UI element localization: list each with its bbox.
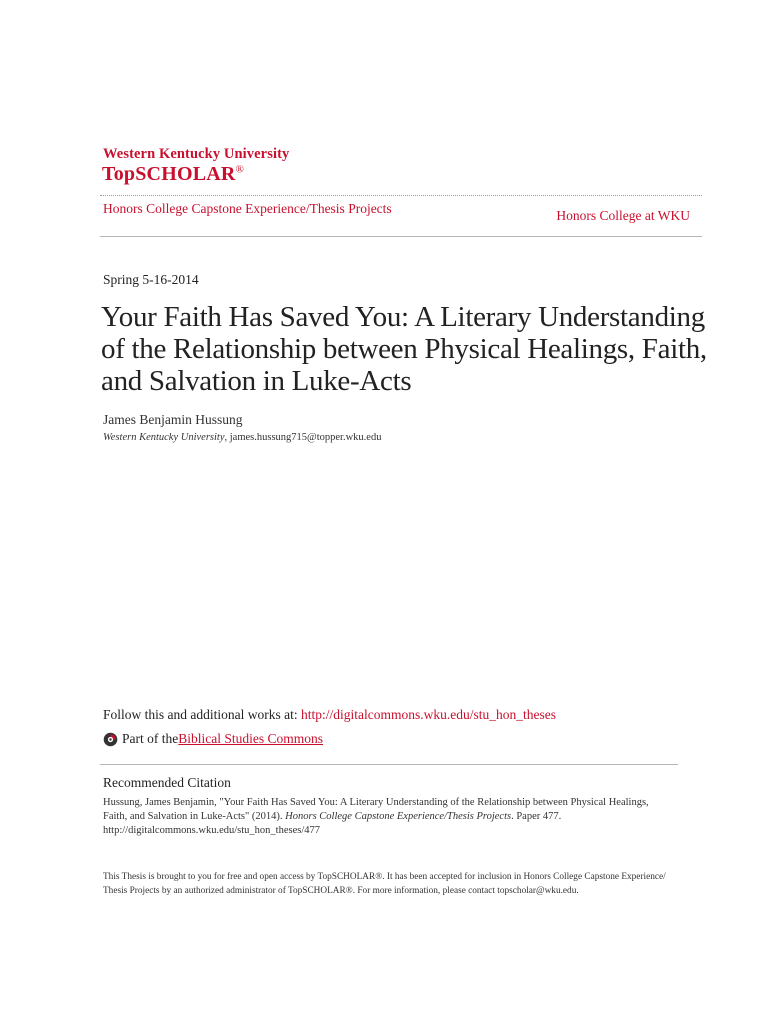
repository-label: TopSCHOLAR: [102, 163, 236, 185]
access-note-line-1: This Thesis is brought to you for free and open access by TopSCHOLAR®. It has been accepted for inclusion in Honors College Capstone Experience/: [103, 872, 666, 882]
citation-series: Honors College Capstone Experience/Thesis Projects: [285, 811, 512, 822]
author-name: James Benjamin Hussung: [103, 412, 243, 427]
department-link[interactable]: Honors College at WKU: [556, 208, 690, 223]
affiliation-email: , james.hussung715@topper.wku.edu: [224, 432, 382, 443]
follow-line: [103, 707, 556, 723]
citation-heading: Recommended Citation: [103, 775, 231, 790]
commons-line: [103, 731, 323, 747]
document-title: Your Faith Has Saved You: A Literary Understanding of the Relationship between Physical Healings, Faith, and Salvation in Luke-Acts: [101, 301, 707, 397]
nav-divider: [100, 236, 702, 237]
commons-link[interactable]: Biblical Studies Commons: [178, 731, 324, 746]
publication-date: Spring 5-16-2014: [103, 272, 199, 287]
access-note: [103, 870, 683, 898]
affiliation-institution: Western Kentucky University: [103, 432, 225, 443]
citation-url: http://digitalcommons.wku.edu/stu_hon_theses/477: [103, 825, 320, 836]
author-affiliation: [103, 432, 381, 443]
citation-line-1: Hussung, James Benjamin, "Your Faith Has Saved You: A Literary Understanding of the Relationship between Physical Healings,: [103, 797, 649, 808]
citation-text: [103, 796, 678, 838]
citation-line-2: [103, 810, 678, 824]
series-link[interactable]: Honors College Capstone Experience/Thesis Projects: [103, 201, 392, 216]
network-commons-icon: [103, 732, 118, 747]
top-divider: [100, 195, 702, 196]
follow-url-link[interactable]: http://digitalcommons.wku.edu/stu_hon_theses: [301, 707, 556, 722]
citation-divider: [100, 764, 678, 765]
follow-prefix: Follow this and additional works at:: [103, 707, 301, 722]
institution-name: Western Kentucky University: [103, 146, 290, 162]
repository-name[interactable]: [102, 163, 244, 186]
access-note-line-2: Thesis Projects by an authorized administrator of TopSCHOLAR®. For more information, please contact topscholar@wku.edu.: [103, 886, 579, 896]
commons-prefix: Part of the: [122, 731, 179, 746]
citation-paper: . Paper 477.: [511, 811, 562, 822]
citation-line-2-plain: Faith, and Salvation in Luke-Acts" (2014).: [103, 811, 286, 822]
registered-mark: ®: [235, 163, 245, 176]
